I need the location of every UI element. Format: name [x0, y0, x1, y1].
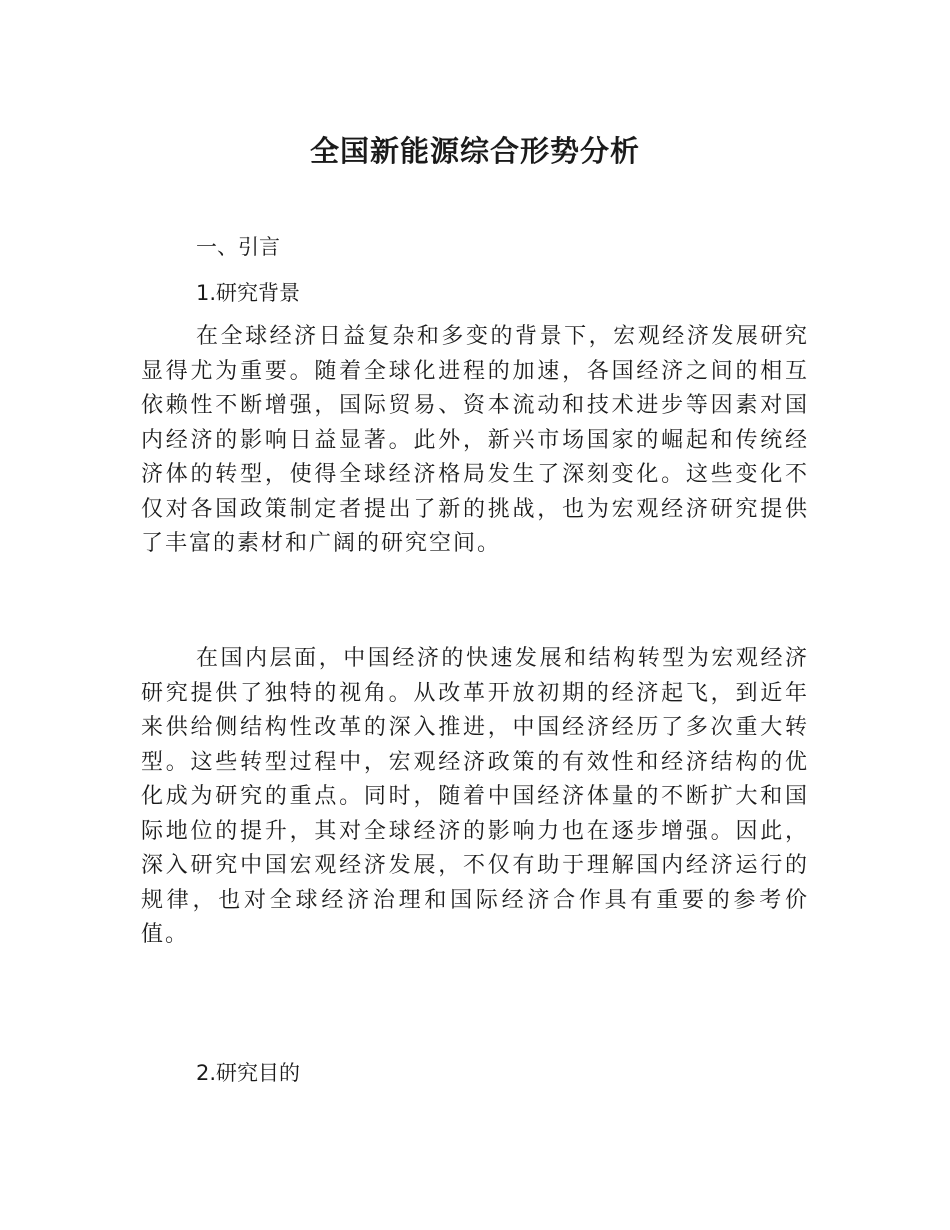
- subsection-heading-research-purpose: 2.研究目的: [196, 1061, 301, 1085]
- section-heading-introduction: 一、引言: [196, 235, 280, 259]
- paragraph-background-2: 在国内层面，中国经济的快速发展和结构转型为宏观经济研究提供了独特的视角。从改革开放初期的经济起飞，到近年来供给侧结构性改革的深入推进，中国经济经历了多次重大转型。这些转型过程中，宏观经济政策的有效性和经济结构的优化成为研究的重点。同时，随着中国经济体量的不断扩大和国际地位的提升，其对全球经济的影响力也在逐步增强。因此，深入研究中国宏观经济发展，不仅有助于理解国内经济运行的规律，也对全球经济治理和国际经济合作具有重要的参考价值。: [141, 646, 809, 947]
- paragraph-background-1: 在全球经济日益复杂和多变的背景下，宏观经济发展研究显得尤为重要。随着全球化进程的加速，各国经济之间的相互依赖性不断增强，国际贸易、资本流动和技术进步等因素对国内经济的影响日益显著。此外，新兴市场国家的崛起和传统经济体的转型，使得全球经济格局发生了深刻变化。这些变化不仅对各国政策制定者提出了新的挑战，也为宏观经济研究提供了丰富的素材和广阔的研究空间。: [141, 324, 809, 556]
- subsection-heading-research-background: 1.研究背景: [196, 281, 301, 305]
- document-title: 全国新能源综合形势分析: [309, 134, 640, 169]
